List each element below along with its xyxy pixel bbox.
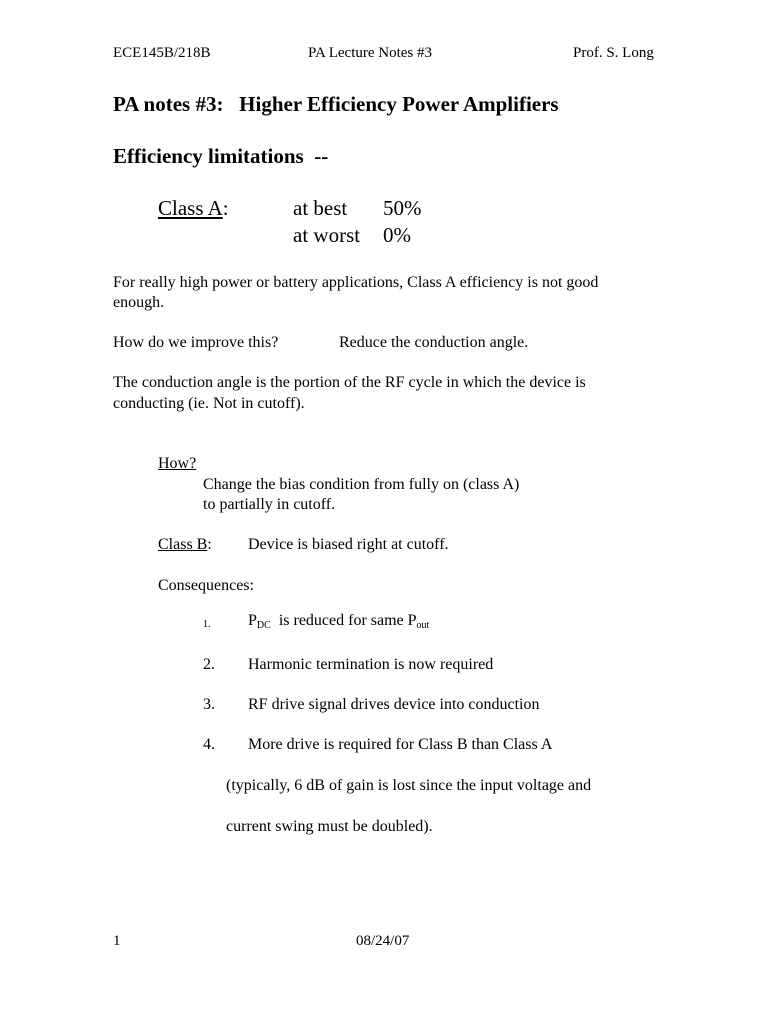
header-author: Prof. S. Long [573, 45, 654, 61]
class-a-worst-label: at worst [293, 223, 361, 247]
improve-answer: Reduce the conduction angle. [339, 334, 529, 351]
out-subscript: out [416, 620, 430, 631]
para2-line1: The conduction angle is the portion of the RF cycle in which the device is [113, 374, 586, 391]
class-a-best-label: at best [293, 196, 348, 220]
footer-date: 08/24/07 [356, 933, 410, 949]
class-a-worst-value: 0% [383, 223, 411, 247]
class-a-label: Class A [158, 196, 223, 220]
list-item-number: 1. [203, 619, 211, 630]
how-line2: to partially in cutoff. [203, 496, 336, 513]
class-b-colon: : [207, 536, 212, 553]
dc-subscript: DC [256, 620, 271, 631]
pdc-symbol: P [248, 612, 257, 629]
para1-line1: For really high power or battery applications, Class A efficiency is not good [113, 274, 599, 291]
class-a-label-group [158, 198, 229, 219]
header-course: ECE145B/218B [113, 45, 211, 61]
list-item-1-text [248, 613, 429, 629]
list-item-number: 3. [203, 696, 215, 713]
section-heading: Efficiency limitations -- [113, 144, 329, 168]
list-item-1-mid: is reduced for same P [270, 612, 417, 629]
page-title: PA notes #3: Higher Efficiency Power Amplifiers [113, 92, 559, 116]
list-item-3-text: RF drive signal drives device into conduction [248, 696, 540, 713]
class-b-label: Class B [158, 536, 208, 553]
consequences-label: Consequences: [158, 577, 254, 594]
how-line1: Change the bias condition from fully on (class A) [203, 476, 520, 493]
footer-page-number: 1 [113, 933, 121, 949]
class-b-text: Device is biased right at cutoff. [248, 536, 449, 553]
para1-line2: enough. [113, 294, 165, 311]
list-item-2-text: Harmonic termination is now required [248, 656, 494, 673]
consequences-note-line1: (typically, 6 dB of gain is lost since the input voltage and [226, 777, 592, 794]
list-item-number: 2. [203, 656, 215, 673]
class-b-label-group [158, 537, 212, 553]
list-item-4-text: More drive is required for Class B than Class A [248, 736, 553, 753]
consequences-note-line2: current swing must be doubled). [226, 818, 433, 835]
improve-question: How do we improve this? [113, 334, 279, 351]
class-a-best-value: 50% [383, 196, 422, 220]
para2-line2: conducting (ie. Not in cutoff). [113, 395, 305, 412]
how-label: How? [158, 455, 197, 472]
header-notes: PA Lecture Notes #3 [308, 45, 433, 61]
class-a-colon: : [222, 196, 229, 220]
list-item-number: 4. [203, 736, 215, 753]
